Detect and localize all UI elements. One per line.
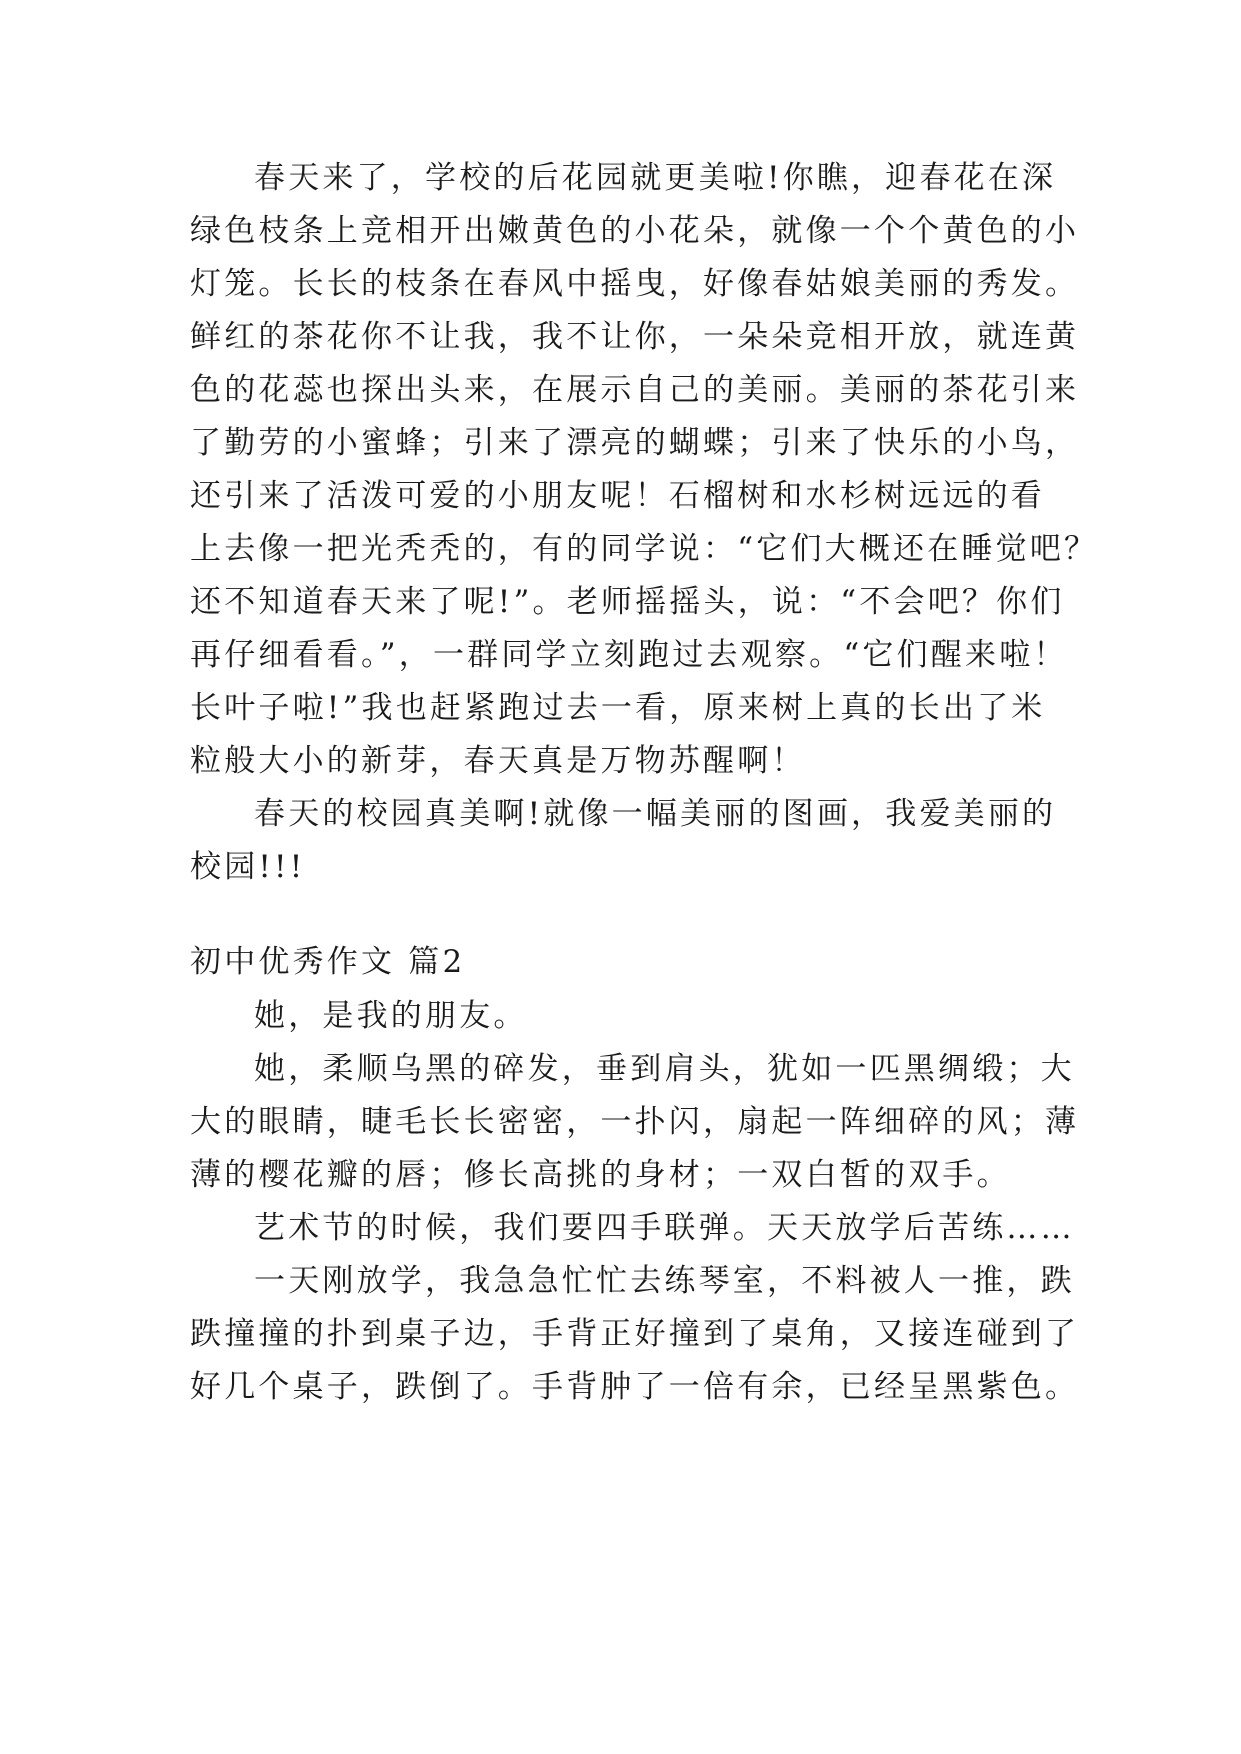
paragraph-1-line-9: 还不知道春天来了呢!”。老师摇摇头，说：“不会吧？你们 — [190, 584, 1065, 620]
paragraph-5-line-1: 艺术节的时候，我们要四手联弹。天天放学后苦练…… — [254, 1210, 1075, 1246]
paragraph-4-line-2: 大的眼睛，睫毛长长密密，一扑闪，扇起一阵细碎的风；薄 — [190, 1104, 1080, 1140]
paragraph-1-line-5: 色的花蕊也探出头来，在展示自己的美丽。美丽的茶花引来 — [190, 372, 1080, 408]
paragraph-4-line-3: 薄的樱花瓣的唇；修长高挑的身材；一双白皙的双手。 — [190, 1157, 1011, 1193]
paragraph-3-line-1: 她，是我的朋友。 — [254, 998, 528, 1034]
paragraph-1-line-8: 上去像一把光秃秃的，有的同学说：“它们大概还在睡觉吧？ — [190, 531, 1099, 567]
paragraph-6-line-3: 好几个桌子，跌倒了。手背肿了一倍有余，已经呈黑紫色。 — [190, 1369, 1080, 1405]
paragraph-1-line-11: 长叶子啦!”我也赶紧跑过去一看，原来树上真的长出了米 — [190, 690, 1046, 726]
section-heading: 初中优秀作文 篇2 — [190, 944, 466, 980]
paragraph-1-line-3: 灯笼。长长的枝条在春风中摇曳，好像春姑娘美丽的秀发。 — [190, 266, 1080, 302]
paragraph-1-line-1: 春天来了，学校的后花园就更美啦!你瞧，迎春花在深 — [254, 160, 1057, 196]
paragraph-1-line-2: 绿色枝条上竞相开出嫩黄色的小花朵，就像一个个黄色的小 — [190, 213, 1080, 249]
paragraph-1-line-7: 还引来了活泼可爱的小朋友呢！石榴树和水杉树远远的看 — [190, 478, 1045, 514]
paragraph-6-line-1: 一天刚放学，我急急忙忙去练琴室，不料被人一推，跌 — [254, 1263, 1075, 1299]
paragraph-4-line-1: 她，柔顺乌黑的碎发，垂到肩头，犹如一匹黑绸缎；大 — [254, 1051, 1075, 1087]
paragraph-2-line-1: 春天的校园真美啊!就像一幅美丽的图画，我爱美丽的 — [254, 796, 1057, 832]
paragraph-1-line-4: 鲜红的茶花你不让我，我不让你，一朵朵竞相开放，就连黄 — [190, 319, 1080, 355]
paragraph-2-line-2: 校园!!! — [190, 849, 306, 885]
paragraph-1-line-6: 了勤劳的小蜜蜂；引来了漂亮的蝴蝶；引来了快乐的小鸟， — [190, 425, 1080, 461]
paragraph-6-line-2: 跌撞撞的扑到桌子边，手背正好撞到了桌角，又接连碰到了 — [190, 1316, 1080, 1352]
paragraph-1-line-12: 粒般大小的新芽，春天真是万物苏醒啊！ — [190, 743, 806, 779]
paragraph-1-line-10: 再仔细看看。”，一群同学立刻跑过去观察。“它们醒来啦！ — [190, 637, 1068, 673]
